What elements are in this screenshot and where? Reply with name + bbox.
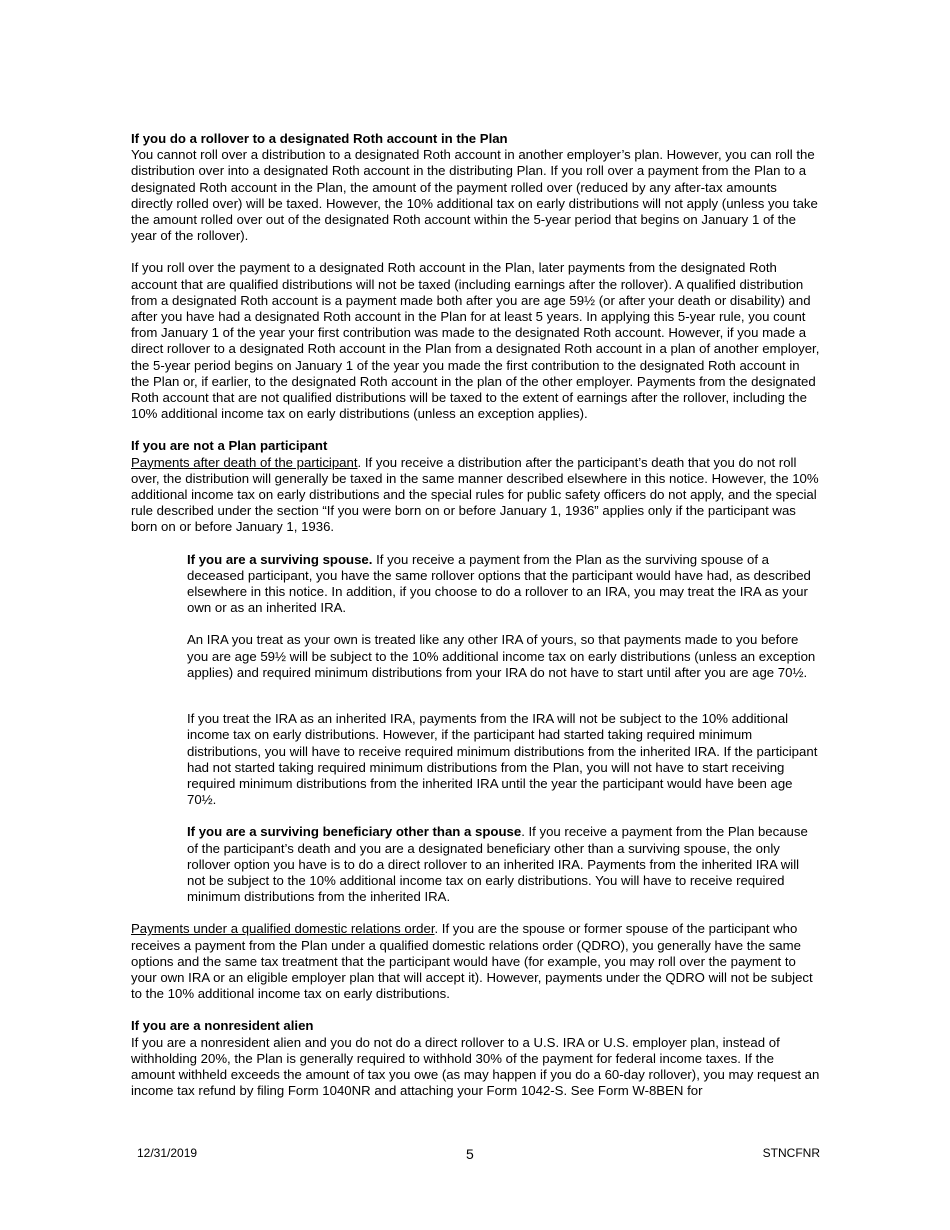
nonresident-alien-heading: If you are a nonresident alien <box>131 1018 314 1034</box>
surviving-beneficiary-title: If you are a surviving beneficiary other than a spouse <box>187 824 522 840</box>
qdro-paragraph <box>131 921 821 1002</box>
surviving-spouse-block <box>187 552 821 906</box>
nonresident-alien-paragraph: If you are a nonresident alien and you do not do a direct rollover to a U.S. IRA or U.S. employer plan, instead of withholding 20%, the Plan is generally required to withhold 30% of the payment for federal income taxes. If the amount withheld exceeds the amount of tax you owe (as may happen if you do a 60-day rollover), you may request an income tax refund by filing Form 1040NR and attaching your Form 1042-S. See Form W-8BEN for <box>131 1034 820 1099</box>
qdro-title: Payments under a qualified domestic relations order <box>131 921 435 937</box>
roth-rollover-heading: If you do a rollover to a designated Roth account in the Plan <box>131 131 508 146</box>
inherited-ira-paragraph: If you treat the IRA as an inherited IRA, payments from the IRA will not be subject to the 10% additional income tax on early distributions. However, if the participant had started taking required minimum distributions, you will have to receive required minimum distributions from the inherited IRA. If the participant had not started taking required minimum distributions from the Plan, you will not have to start receiving required minimum distributions from the inherited IRA until the year the participant would have been age 70½. <box>187 711 818 808</box>
death-payments-text: . If you receive a distribution after the participant’s death that you do not roll over, the distribution will generally be taxed in the same manner described elsewhere in this notice. However, the 10% additional income tax on early distributions and the special rules for public safety officers do not apply, and the special rule described under the section “If you were born on or before January 1, 1936” applies only if the participant was born on or before January 1, 1936. <box>131 454 819 535</box>
qdro-text: . If you are the spouse or former spouse of the participant who receives a payment from the Plan under a qualified domestic relations order (QDRO), you generally have the same options and the same tax treatment that the participant would have (for example, you may roll over the payment to your own IRA or an eligible employer plan that will accept it). However, payments under the QDRO will not be subject to the 10% additional income tax on early distributions. <box>131 921 813 1002</box>
not-participant-heading: If you are not a Plan participant <box>131 438 328 454</box>
page-content <box>131 131 821 1099</box>
surviving-spouse-title: If you are a surviving spouse. <box>187 551 373 567</box>
footer-date: 12/31/2019 <box>137 1146 198 1160</box>
surviving-beneficiary-paragraph <box>187 824 821 905</box>
death-payments-paragraph <box>131 455 821 536</box>
surviving-beneficiary-text: . If you receive a payment from the Plan because of the participant’s death and you are a designated beneficiary other than a surviving spouse, the only rollover option you have is to do a direct rollover to an inherited IRA. Payments from the inherited IRA will not be subject to the 10% additional income tax on early distributions. You will have to receive required minimum distributions from the inherited IRA. <box>187 824 808 905</box>
roth-rollover-paragraph-2: If you roll over the payment to a designated Roth account in the Plan, later payments from the designated Roth account that are qualified distributions will not be taxed (including earnings after the rollover). A qualified distribution from a designated Roth account is a payment made both after you are age 59½ (or after your death or disability) and after you have had a designated Roth account in the Plan for at least 5 years. In applying this 5-year rule, you count from January 1 of the year your first contribution was made to the designated Roth account. However, if you made a direct rollover to a designated Roth account in the Plan from a designated Roth account in a plan of another employer, the 5-year period begins on January 1 of the year you made the first contribution to the designated Roth account in the Plan or, if earlier, to the designated Roth account in the plan of the other employer. Payments from the designated Roth account that are not qualified distributions will be taxed to the extent of earnings after the rollover, including the 10% additional income tax on early distributions (unless an exception applies). <box>131 260 820 422</box>
footer-page-number: 5 <box>466 1146 474 1162</box>
surviving-spouse-paragraph <box>187 552 821 617</box>
footer-form-code: STNCFNR <box>762 1146 820 1160</box>
death-payments-title: Payments after death of the participant <box>131 454 358 470</box>
roth-rollover-paragraph-1: You cannot roll over a distribution to a designated Roth account in another employer’s plan. However, you can roll the distribution over into a designated Roth account in the distributing Plan. If you roll over a payment from the Plan to a designated Roth account in the Plan, the amount of the payment rolled over (reduced by any after-tax amounts directly rolled over) will be taxed. However, the 10% additional tax on early distributions will not apply (unless you take the amount rolled over out of the designated Roth account within the 5-year period that begins on January 1 of the year of the rollover). <box>131 147 818 244</box>
own-ira-paragraph: An IRA you treat as your own is treated like any other IRA of yours, so that payments made to you before you are age 59½ will be subject to the 10% additional income tax on early distributions (unless an exception applies) and required minimum distributions from your IRA do not have to start until after you are age 70½. <box>187 632 816 680</box>
surviving-spouse-text: If you receive a payment from the Plan as the surviving spouse of a deceased participant, you have the same rollover options that the participant would have had, as described elsewhere in this notice. In addition, if you choose to do a rollover to an IRA, you may treat the IRA as your own or as an inherited IRA. <box>187 551 811 616</box>
